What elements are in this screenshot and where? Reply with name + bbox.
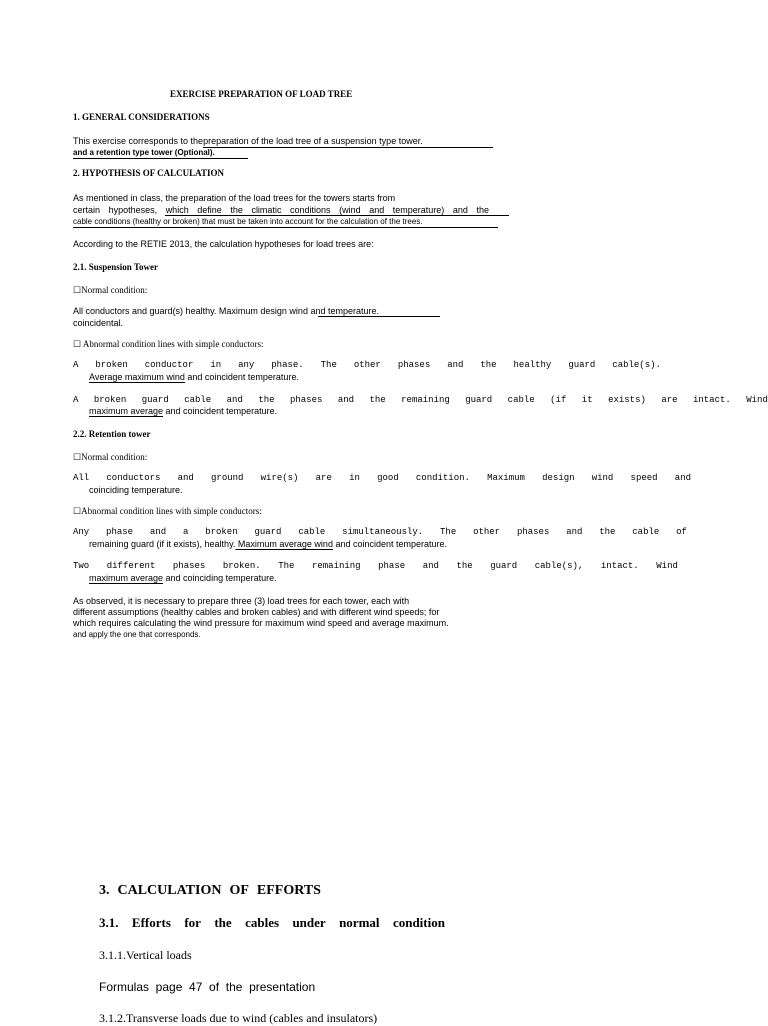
suspension-abnormal-item-2-line-2 — [73, 406, 277, 417]
retention-item-1-text-c: and coincident temperature. — [332, 539, 448, 549]
word: simultaneously. — [342, 527, 424, 537]
section-1-paragraph-line-1 — [73, 136, 493, 148]
retention-item-1-text-a: remaining guard (if it exists), healthy. — [89, 539, 236, 549]
word: (if — [550, 395, 567, 405]
word: other — [473, 527, 501, 537]
word: A — [73, 395, 79, 405]
word: and — [674, 473, 691, 483]
word: EFFORTS — [256, 883, 321, 898]
word: and — [447, 360, 464, 370]
word: phase. — [271, 360, 304, 370]
suspension-normal-underline — [318, 316, 440, 317]
section-2-line-2-underline — [165, 215, 509, 216]
word: design — [542, 473, 575, 483]
word: Maximum — [487, 473, 525, 483]
word: (wind — [339, 205, 361, 215]
word: guard — [490, 561, 518, 571]
word: hypotheses, — [108, 205, 158, 215]
word: cables — [245, 915, 280, 930]
observed-paragraph-line-4: and apply the one that corresponds. — [73, 630, 201, 639]
word: guard — [141, 395, 169, 405]
word: and — [337, 395, 355, 405]
word: cable — [184, 395, 212, 405]
word: the — [230, 205, 243, 215]
suspension-item-2-underlined: maximum average — [89, 406, 164, 416]
word: of — [676, 527, 687, 537]
word: Wind — [656, 561, 678, 571]
word: cable(s). — [612, 360, 661, 370]
word: guard — [568, 360, 596, 370]
word: under — [292, 915, 326, 930]
word: cable(s), — [534, 561, 584, 571]
retention-normal-line-2: coinciding temperature. — [89, 485, 183, 495]
word: intact. — [600, 561, 639, 571]
section-2-1-heading: 2.1. Suspension Tower — [73, 262, 159, 272]
retention-abnormal-item-2-line-1 — [73, 561, 678, 572]
word: guard — [465, 395, 493, 405]
retention-item-2-underlined: maximum average — [89, 573, 164, 583]
document-title: EXERCISE PREPARATION OF LOAD TREE — [170, 89, 353, 99]
word: Two — [73, 561, 90, 571]
word: cable — [298, 527, 326, 537]
suspension-normal-line-1: All conductors and guard(s) healthy. Maximum design wind and temperature. — [73, 306, 379, 316]
word: good — [377, 473, 399, 483]
word: in — [349, 473, 360, 483]
word: the — [480, 360, 497, 370]
section-3-1-1-heading: 3.1.1.Vertical loads — [99, 948, 192, 962]
word: phases — [172, 561, 206, 571]
word: remaining — [311, 561, 361, 571]
word: and — [226, 395, 243, 405]
word: the — [456, 561, 473, 571]
word: The — [278, 561, 295, 571]
word: and — [566, 527, 583, 537]
observed-paragraph-line-3: which requires calculating the wind pressure for maximum wind speed and average maximum. — [73, 618, 449, 628]
word: and — [177, 473, 194, 483]
word: 3. — [99, 883, 110, 898]
word: for — [184, 915, 201, 930]
word: remaining — [401, 395, 450, 405]
word: the — [258, 395, 275, 405]
section-2-2-heading: 2.2. Retention tower — [73, 429, 151, 439]
word: guard — [254, 527, 282, 537]
word: are — [661, 395, 678, 405]
section-3-heading — [99, 882, 321, 900]
section-2-heading: 2. HYPOTHESIS OF CALCULATION — [73, 168, 225, 178]
word: condition — [392, 915, 445, 930]
word: cable — [632, 527, 660, 537]
word: phases — [289, 395, 323, 405]
word: climatic — [251, 205, 282, 215]
suspension-item-2-text: and coincident temperature. — [163, 406, 278, 416]
observed-paragraph-line-2: different assumptions (healthy cables and broken cables) and with different wind speeds; for — [73, 607, 440, 617]
retention-item-2-text: and coinciding temperature. — [163, 573, 277, 583]
word: the — [476, 205, 489, 215]
word: healthy — [513, 360, 552, 370]
word: CALCULATION — [117, 883, 222, 898]
section-1-line-1-underlined: preparation of the load tree of a suspension type tower. — [203, 136, 493, 148]
word: conditions — [290, 205, 331, 215]
retention-abnormal-condition-label: ☐Abnormal condition lines with simple conductors: — [73, 506, 262, 516]
word: and — [422, 561, 439, 571]
section-2-paragraph-line-1: As mentioned in class, the preparation of the load trees for the towers starts from — [73, 193, 396, 203]
suspension-item-1-text: and coincident temperature. — [184, 372, 299, 382]
observed-paragraph-line-1: As observed, it is necessary to prepare three (3) load trees for each tower, each with — [73, 596, 410, 606]
suspension-abnormal-item-2-line-1 — [73, 395, 768, 406]
word: are — [315, 473, 332, 483]
word: the — [599, 527, 616, 537]
word: normal — [339, 915, 380, 930]
word: other — [353, 360, 381, 370]
retention-abnormal-item-1-line-2 — [73, 539, 447, 550]
word: it — [581, 395, 593, 405]
word: phase — [378, 561, 406, 571]
section-1-heading: 1. GENERAL CONSIDERATIONS — [73, 112, 210, 122]
suspension-item-1-underlined: Average maximum wind — [89, 372, 185, 382]
word: the — [369, 395, 386, 405]
word: a — [182, 527, 189, 537]
retention-normal-line-1 — [73, 473, 691, 484]
retie-paragraph: According to the RETIE 2013, the calculation hypotheses for load trees are: — [73, 239, 374, 249]
word: certain — [73, 205, 101, 215]
suspension-abnormal-condition-label: ☐ Abnormal condition lines with simple conductors: — [73, 339, 264, 349]
word: broken — [95, 360, 128, 370]
word: any — [238, 360, 255, 370]
retention-item-1-underlined: Maximum average wind — [235, 539, 333, 549]
word: A — [73, 360, 79, 370]
suspension-abnormal-item-1-line-2 — [73, 372, 299, 383]
suspension-normal-line-2: coincidental. — [73, 318, 124, 328]
word: broken — [93, 395, 127, 405]
section-2-line-3-underlined: cable conditions (healthy or broken) that must be taken into account for the calculation of the trees. — [73, 217, 498, 228]
retention-normal-condition-label: ☐Normal condition: — [73, 452, 148, 462]
word: Efforts — [131, 915, 171, 930]
word: condition. — [415, 473, 470, 483]
word: conductor — [144, 360, 194, 370]
word: which — [165, 205, 189, 215]
word: speed — [630, 473, 658, 483]
word: exists) — [608, 395, 646, 405]
retention-abnormal-item-1-line-1 — [73, 527, 687, 538]
word: wire(s) — [260, 473, 299, 483]
word: conductors — [106, 473, 161, 483]
word: and — [149, 527, 167, 537]
word: Any — [73, 527, 90, 537]
word: The — [440, 527, 457, 537]
word: ground — [211, 473, 244, 483]
word: define — [197, 205, 222, 215]
word: and — [452, 205, 468, 215]
word: in — [210, 360, 222, 370]
word: phases — [397, 360, 431, 370]
word: Wind — [746, 395, 768, 405]
word: phases — [516, 527, 550, 537]
word: 3.1. — [99, 915, 119, 930]
word: and — [369, 205, 385, 215]
suspension-normal-condition-label: ☐Normal condition: — [73, 285, 148, 295]
word: different — [106, 561, 156, 571]
word: the — [214, 915, 232, 930]
word: OF — [229, 883, 249, 898]
word: wind — [591, 473, 614, 483]
word: All — [73, 473, 90, 483]
formulas-reference: Formulas page 47 of the presentation — [99, 980, 316, 994]
word: cable — [507, 395, 535, 405]
retention-abnormal-item-2-line-2 — [73, 573, 277, 584]
section-1-line-1-text: This exercise corresponds to the — [73, 136, 204, 146]
word: The — [320, 360, 337, 370]
section-1-line-2-underlined: and a retention type tower (Optional). — [73, 148, 248, 159]
word: phase — [106, 527, 134, 537]
word: broken — [205, 527, 238, 537]
word: broken. — [222, 561, 261, 571]
word: intact. — [692, 395, 731, 405]
section-3-1-heading — [99, 914, 445, 932]
section-2-paragraph-line-3 — [73, 217, 498, 228]
suspension-abnormal-item-1-line-1 — [73, 360, 661, 371]
word: temperature) — [392, 205, 445, 215]
section-1-paragraph-line-2 — [73, 148, 248, 159]
section-3-1-2-heading: 3.1.2.Transverse loads due to wind (cables and insulators) — [99, 1011, 378, 1025]
